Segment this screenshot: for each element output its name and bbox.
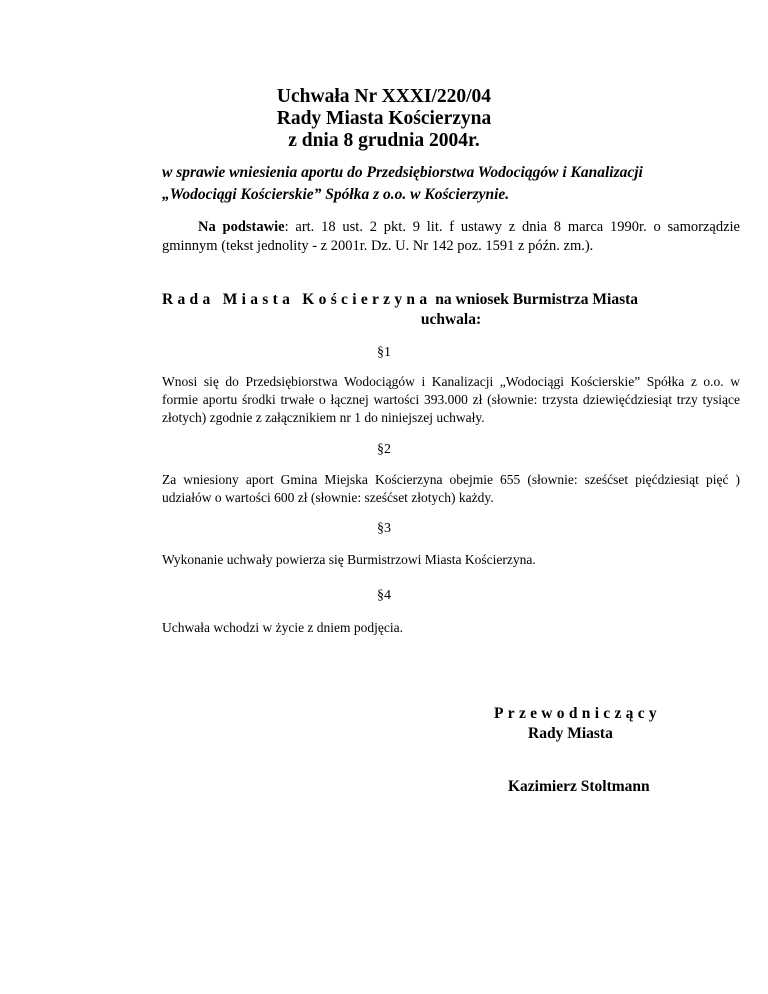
resolution-subject: [162, 162, 740, 206]
signatory-name: Kazimierz Stoltmann: [508, 778, 650, 795]
paragraph-text-4: Uchwała wchodzi w życie z dniem podjęcia.: [162, 620, 404, 635]
paragraph-sign-2: §2: [377, 442, 391, 457]
paragraph-sign-3: §3: [377, 521, 391, 536]
legal-basis: [162, 218, 740, 256]
council-motion: na wniosek Burmistrza Miasta: [431, 291, 639, 308]
paragraph-sign-4: §4: [377, 588, 391, 603]
council-name: Rada Miasta Kościerzyna: [162, 291, 432, 308]
issuing-body: Rady Miasta Kościerzyna: [276, 108, 492, 129]
paragraph-sign-1: §1: [377, 345, 391, 360]
resolution-number: Uchwała Nr XXXI/220/04: [276, 86, 492, 107]
legal-basis-label: Na podstawie: [198, 219, 285, 235]
paragraph-text-2: Za wniesiony aport Gmina Miejska Kościerzyna obejmie 655 (słownie: sześćset pięćdziesiąt pięć ) udziałów o wartości 600 zł (słownie: sześćset złotych) każdy.: [162, 472, 740, 505]
council-resolves: uchwala:: [420, 311, 482, 328]
signature-body: Rady Miasta: [528, 725, 613, 742]
subject-line-1: w sprawie wniesienia aportu do Przedsiębiorstwa Wodociągów i Kanalizacji: [162, 164, 643, 181]
resolution-date: z dnia 8 grudnia 2004r.: [288, 130, 480, 151]
subject-line-2: „Wodociągi Kościerskie” Spółka z o.o. w Kościerzynie.: [162, 186, 510, 203]
paragraph-text-1: Wnosi się do Przedsiębiorstwa Wodociągów i Kanalizacji „Wodociągi Kościerskie” Spółka z o.o. w formie aportu środki trwałe o łącznej wartości 393.000 zł (słownie: trzysta dziewięćdziesiąt trzy tysiące złotych) zgodnie z załącznikiem nr 1 do niniejszej uchwały.: [162, 374, 740, 425]
paragraph-text-3: Wykonanie uchwały powierza się Burmistrzowi Miasta Kościerzyna.: [162, 552, 536, 567]
legal-basis-text: : art. 18 ust. 2 pkt. 9 lit. f ustawy z dnia 8 marca 1990r. o samorządzie gminnym (tekst jednolity - z 2001r. Dz. U. Nr 142 poz. 1591 z późn. zm.).: [162, 219, 740, 254]
council-decision: [162, 290, 740, 330]
signature-title: Przewodniczący: [494, 705, 661, 722]
